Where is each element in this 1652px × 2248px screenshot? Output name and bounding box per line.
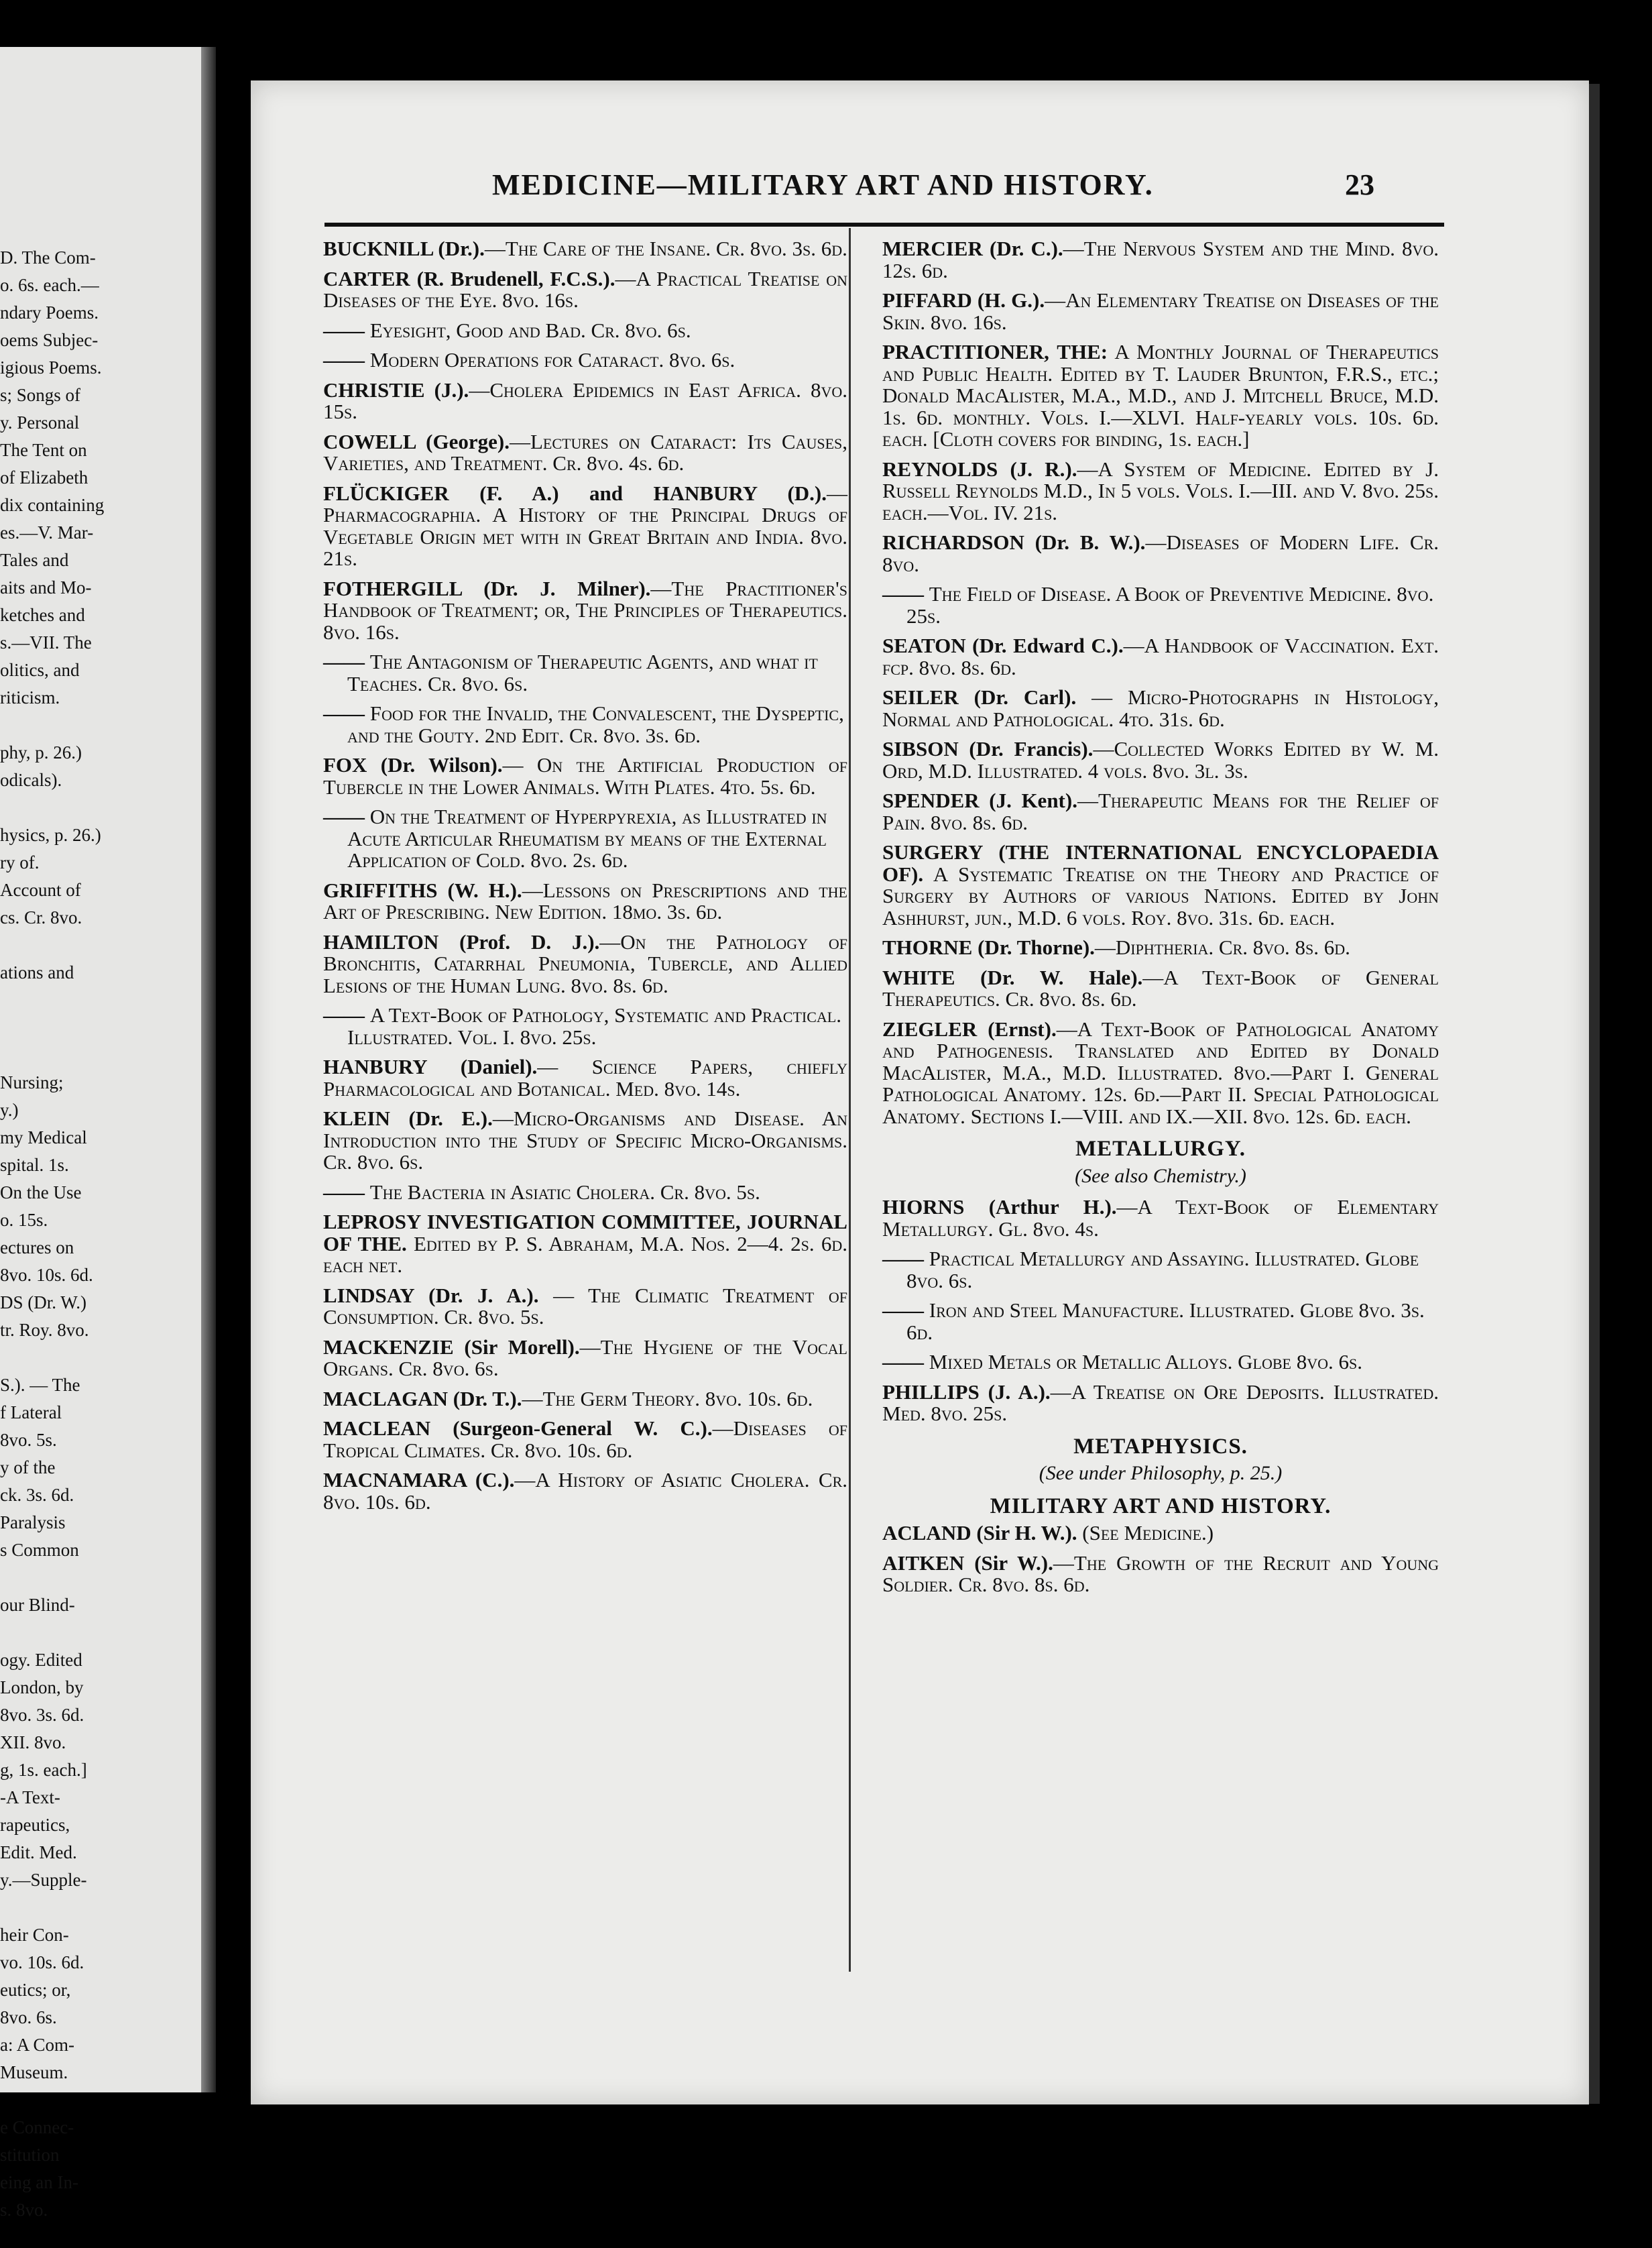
catalogue-entry: [882, 635, 1439, 679]
entry-author: BUCKNILL (Dr.).: [323, 237, 485, 260]
entry-author: HANBURY (Daniel).: [323, 1055, 538, 1078]
catalogue-sub-entry: [323, 806, 847, 872]
entry-author: SEILER (Dr. Carl).: [882, 685, 1077, 709]
entry-author: MACLEAN (Surgeon-General W. C.).: [323, 1416, 713, 1440]
entry-title: —Cholera Epidemics in East Africa. 8vo. 15s.: [323, 378, 847, 423]
catalogue-sub-entry: [323, 320, 847, 342]
sub-entry-title: Eyesight, Good and Bad. Cr. 8vo. 6s.: [369, 318, 691, 342]
header-rule: [324, 223, 1444, 227]
facing-page-line: ndary Poems.: [0, 302, 99, 323]
catalogue-entry: [882, 842, 1439, 929]
catalogue-entry: [323, 1108, 847, 1174]
facing-page-line: ations and: [0, 962, 74, 982]
ditto-dash: ——: [323, 701, 370, 725]
entry-title: —The Nervous System and the Mind. 8vo. 12s. 6d.: [882, 237, 1439, 282]
sub-entry-title: The Field of Disease. A Book of Preventive Medicine. 8vo. 25s.: [906, 582, 1434, 628]
right-column: [882, 238, 1439, 1604]
facing-page-line: DS (Dr. W.): [0, 1292, 87, 1312]
sub-entry-title: Modern Operations for Cataract. 8vo. 6s.: [369, 348, 735, 372]
section-heading-military: MILITARY ART AND HISTORY.: [990, 1494, 1332, 1518]
facing-page-line: spital. 1s.: [0, 1155, 69, 1175]
sub-entry-title: A Text-Book of Pathology, Systematic and Practical. Illustrated. Vol. I. 8vo. 25s.: [347, 1003, 841, 1049]
catalogue-sub-entry: [323, 1005, 847, 1048]
facing-page-line: 8vo. 5s.: [0, 1430, 57, 1450]
facing-page-line: our Blind-: [0, 1595, 75, 1615]
facing-page-line: igious Poems.: [0, 357, 102, 378]
catalogue-sub-entry: [882, 1351, 1439, 1373]
entry-author: ZIEGLER (Ernst).: [882, 1017, 1057, 1041]
catalogue-entry: [323, 1211, 847, 1277]
facing-page-line: y.—Supple-: [0, 1870, 87, 1890]
facing-page-line: y.): [0, 1100, 19, 1120]
facing-page-line: s. 8vo.: [0, 2200, 48, 2220]
facing-page-line: f Lateral: [0, 1402, 62, 1422]
catalogue-sub-entry: [323, 349, 847, 372]
catalogue-entry: [323, 1418, 847, 1461]
entry-title: —The Care of the Insane. Cr. 8vo. 3s. 6d.: [484, 237, 847, 260]
entry-author: MACKENZIE (Sir Morell).: [323, 1335, 580, 1359]
catalogue-entry: [882, 238, 1439, 282]
entry-title: —Diseases of Modern Life. Cr. 8vo.: [882, 530, 1439, 576]
catalogue-entry: [323, 1285, 847, 1329]
entry-author: KLEIN (Dr. E.).: [323, 1107, 493, 1130]
catalogue-entry: [323, 380, 847, 423]
facing-page-line: London, by: [0, 1677, 84, 1697]
facing-page-line: o. 6s. each.—: [0, 275, 99, 295]
entry-author: RICHARDSON (Dr. B. W.).: [882, 530, 1146, 554]
catalogue-entry: [882, 1019, 1439, 1128]
entry-author: WHITE (Dr. W. Hale).: [882, 965, 1143, 989]
facing-page-line: D. The Com-: [0, 247, 96, 268]
catalogue-entry: [882, 290, 1439, 333]
facing-page-line: olitics, and: [0, 660, 80, 680]
entry-author: LEPROSY INVESTIGATION COMMITTEE, JOURNAL OF THE.: [323, 1210, 847, 1255]
facing-page-line: e Connec-: [0, 2117, 74, 2137]
facing-page-line: 8vo. 3s. 6d.: [0, 1705, 84, 1725]
catalogue-entry: [882, 738, 1439, 782]
sub-entry-title: Food for the Invalid, the Convalescent, the Dyspeptic, and the Gouty. 2nd Edit. Cr. 8vo. 3s. 6d.: [347, 701, 844, 747]
entry-author: FOTHERGILL (Dr. J. Milner).: [323, 576, 651, 600]
catalogue-entry: [323, 1337, 847, 1380]
facing-page-line: s.—VII. The: [0, 632, 92, 653]
facing-page-line: aits and Mo-: [0, 577, 92, 598]
catalogue-entry: [882, 1382, 1439, 1425]
entry-author: ACLAND (Sir H. W.).: [882, 1521, 1077, 1544]
entry-author: FOX (Dr. Wilson).: [323, 753, 503, 777]
entry-title: —An Elementary Treatise on Diseases of the Skin. 8vo. 16s.: [882, 288, 1439, 334]
catalogue-entry: [882, 937, 1439, 959]
catalogue-entry: [323, 578, 847, 644]
sub-entry-title: The Bacteria in Asiatic Cholera. Cr. 8vo. 5s.: [369, 1180, 760, 1204]
entry-title: —The Hygiene of the Vocal Organs. Cr. 8vo. 6s.: [323, 1335, 847, 1380]
ditto-dash: ——: [323, 348, 370, 372]
facing-page-line: oems Subjec-: [0, 330, 99, 350]
facing-page-line: ogy. Edited: [0, 1650, 82, 1670]
sub-entry-title: The Antagonism of Therapeutic Agents, and what it Teaches. Cr. 8vo. 6s.: [347, 650, 818, 695]
catalogue-entry: [882, 1196, 1439, 1240]
entry-author: GRIFFITHS (W. H.).: [323, 878, 522, 902]
entry-author: SIBSON (Dr. Francis).: [882, 737, 1094, 761]
facing-page-line: of Elizabeth: [0, 467, 88, 488]
facing-page-line: y of the: [0, 1457, 56, 1477]
facing-page-line: heir Con-: [0, 1925, 69, 1945]
catalogue-sub-entry: [882, 1300, 1439, 1343]
ditto-dash: ——: [323, 318, 370, 342]
facing-page-line: g, 1s. each.]: [0, 1760, 87, 1780]
entry-title: —On the Pathology of Bronchitis, Catarrhal Pneumonia, Tubercle, and Allied Lesions of the Human Lung. 8vo. 8s. 6d.: [323, 930, 847, 997]
facing-page-line: XII. 8vo.: [0, 1732, 66, 1752]
facing-page-line: eing an In-: [0, 2172, 78, 2192]
catalogue-entry: [323, 483, 847, 570]
entry-title: —A Text-Book of General Therapeutics. Cr. 8vo. 8s. 6d.: [882, 965, 1439, 1011]
section-heading-metallurgy: METALLURGY.: [1075, 1137, 1246, 1161]
entry-title: —The Germ Theory. 8vo. 10s. 6d.: [522, 1386, 813, 1410]
facing-page-line: Account of: [0, 880, 81, 900]
catalogue-entry: [323, 880, 847, 923]
facing-page-line: On the Use: [0, 1182, 82, 1202]
facing-page-line: -A Text-: [0, 1787, 60, 1807]
catalogue-entry: [323, 238, 847, 260]
entry-author: PIFFARD (H. G.).: [882, 288, 1045, 312]
page-number: 23: [1345, 168, 1374, 201]
right-column-entries: [882, 238, 1439, 1127]
catalogue-entry: [882, 687, 1439, 730]
entry-author: CHRISTIE (J.).: [323, 378, 469, 402]
facing-page-line: es.—V. Mar-: [0, 522, 94, 543]
section-note-metaphysics: (See under Philosophy, p. 25.): [1039, 1462, 1283, 1484]
catalogue-entry: [882, 1522, 1439, 1544]
catalogue-sub-entry: [323, 1182, 847, 1204]
entry-author: SEATON (Dr. Edward C.).: [882, 634, 1124, 657]
facing-page-line: ectures on: [0, 1237, 74, 1257]
left-column: [323, 238, 847, 1521]
facing-page-line: The Tent on: [0, 440, 87, 460]
entry-title: (See Medicine.): [1077, 1521, 1214, 1544]
facing-page-line: stitution: [0, 2145, 60, 2165]
entry-title: — Micro-Photographs in Histology, Normal and Pathological. 4to. 31s. 6d.: [882, 685, 1439, 731]
entry-title: —Diphtheria. Cr. 8vo. 8s. 6d.: [1094, 936, 1350, 959]
entry-title: — The Climatic Treatment of Consumption. Cr. 8vo. 5s.: [323, 1283, 847, 1329]
ditto-dash: ——: [882, 1298, 929, 1322]
entry-title: —A Text-Book of Pathological Anatomy and Pathogenesis. Translated and Edited by Donald MacAlister, M.A., M.D. Illustrated. 8vo.—Part I. General Pathological Anatomy. 12s. 6d.—Part II. Special Pathological Anatomy. Sections I.—VIII. and IX.—XII. 8vo. 12s. 6d. each.: [882, 1017, 1439, 1128]
catalogue-entry: [323, 1388, 847, 1410]
facing-page-line: y. Personal: [0, 412, 80, 433]
entry-title: —A History of Asiatic Cholera. Cr. 8vo. 10s. 6d.: [323, 1468, 847, 1514]
entry-title: —The Practitioner's Handbook of Treatment; or, The Principles of Therapeutics. 8vo. 16s.: [323, 576, 847, 644]
sub-entry-title: Practical Metallurgy and Assaying. Illustrated. Globe 8vo. 6s.: [906, 1247, 1419, 1292]
entry-author: SURGERY (THE INTERNATIONAL ENCYCLOPAEDIA OF).: [882, 840, 1439, 886]
ditto-dash: ——: [323, 650, 370, 673]
ditto-dash: ——: [323, 1180, 370, 1204]
catalogue-entry: [882, 790, 1439, 834]
facing-page-line: phy, p. 26.): [0, 742, 82, 763]
page-edge-shadow: [1589, 84, 1600, 2104]
entry-author: PHILLIPS (J. A.).: [882, 1380, 1051, 1404]
catalogue-entry: [323, 1469, 847, 1513]
entry-title: —A Handbook of Vaccination. Ext. fcp. 8vo. 8s. 6d.: [882, 634, 1439, 679]
entry-author: MERCIER (Dr. C.).: [882, 237, 1063, 260]
entry-title: —Pharmacographia. A History of the Principal Drugs of Vegetable Origin met with in Great Britain and India. 8vo. 21s.: [323, 481, 847, 570]
metallurgy-entries: [882, 1196, 1439, 1425]
entry-author: HAMILTON (Prof. D. J.).: [323, 930, 600, 954]
entry-title: —Diseases of Tropical Climates. Cr. 8vo. 10s. 6d.: [323, 1416, 847, 1462]
entry-title: Edited by P. S. Abraham, M.A. Nos. 2—4. 2s. 6d. each net.: [323, 1231, 848, 1277]
sub-entry-title: On the Treatment of Hyperpyrexia, as Illustrated in Acute Articular Rheumatism by means of the External Application of Cold. 8vo. 2s. 6d.: [347, 805, 827, 872]
facing-page-line: my Medical: [0, 1127, 87, 1147]
catalogue-entry: [882, 967, 1439, 1011]
catalogue-entry: [882, 459, 1439, 524]
entry-title: —Lectures on Cataract: Its Causes, Varieties, and Treatment. Cr. 8vo. 4s. 6d.: [323, 429, 847, 475]
catalogue-entry: [323, 754, 847, 798]
facing-page-line: ry of.: [0, 852, 40, 873]
entry-author: CARTER (R. Brudenell, F.C.S.).: [323, 266, 615, 290]
ditto-dash: ——: [323, 805, 370, 828]
entry-author: FLÜCKIGER (F. A.) and HANBURY (D.).: [323, 481, 827, 505]
catalogue-entry: [323, 1056, 847, 1100]
column-divider: [849, 228, 851, 1972]
entry-title: —A Treatise on Ore Deposits. Illustrated. Med. 8vo. 25s.: [882, 1380, 1439, 1425]
facing-page-line: ck. 3s. 6d.: [0, 1485, 74, 1505]
catalogue-entry: [323, 268, 847, 312]
facing-page-line: hysics, p. 26.): [0, 825, 101, 845]
entry-author: PRACTITIONER, THE:: [882, 340, 1108, 363]
facing-page-fragment: [0, 47, 209, 2220]
entry-author: MACNAMARA (C.).: [323, 1468, 515, 1492]
entry-title: —The Growth of the Recruit and Young Soldier. Cr. 8vo. 8s. 6d.: [882, 1551, 1439, 1596]
catalogue-entry: [882, 1553, 1439, 1596]
catalogue-sub-entry: [323, 703, 847, 746]
entry-author: THORNE (Dr. Thorne).: [882, 936, 1095, 959]
entry-title: —Therapeutic Means for the Relief of Pain. 8vo. 8s. 6d.: [882, 789, 1439, 834]
entry-title: A Monthly Journal of Therapeutics and Public Health. Edited by T. Lauder Brunton, F.R.S., etc.; Donald MacAlister, M.A., M.D., and J. Mitchell Bruce, M.D. 1s. 6d. monthly. Vols. I.—XLVI. Half-yearly vols. 10s. 6d. each. [Cloth covers for binding, 1s. each.]: [882, 340, 1439, 451]
entry-title: —Micro-Organisms and Disease. An Introduction into the Study of Specific Micro-Organisms. Cr. 8vo. 6s.: [323, 1107, 847, 1174]
facing-page-line: o. 15s.: [0, 1210, 48, 1230]
entry-author: LINDSAY (Dr. J. A.).: [323, 1283, 539, 1307]
facing-page-line: Museum.: [0, 2062, 68, 2082]
entry-title: —A System of Medicine. Edited by J. Russell Reynolds M.D., In 5 vols. Vols. I.—III. and V. 8vo. 25s. each.—Vol. IV. 21s.: [882, 457, 1439, 524]
entry-title: —A Practical Treatise on Diseases of the Eye. 8vo. 16s.: [323, 266, 847, 312]
military-entries: [882, 1522, 1439, 1596]
facing-page-line: Paralysis: [0, 1512, 66, 1532]
facing-page-line: Nursing;: [0, 1072, 64, 1092]
entry-title: — Science Papers, chiefly Pharmacological and Botanical. Med. 8vo. 14s.: [323, 1055, 848, 1101]
catalogue-sub-entry: [882, 583, 1439, 627]
entry-author: REYNOLDS (J. R.).: [882, 457, 1077, 481]
ditto-dash: ——: [323, 1003, 370, 1027]
facing-page-line: rapeutics,: [0, 1815, 70, 1835]
catalogue-sub-entry: [882, 1248, 1439, 1292]
entry-title: A Systematic Treatise on the Theory and Practice of Surgery by Authors of various Nations. Edited by John Ashhurst, jun., M.D. 6 vols. Roy. 8vo. 31s. 6d. each.: [882, 862, 1439, 930]
facing-page-line: eutics; or,: [0, 1980, 71, 2000]
entry-author: HIORNS (Arthur H.).: [882, 1195, 1117, 1219]
facing-page-line: S.). — The: [0, 1375, 80, 1395]
facing-page-line: odicals).: [0, 770, 62, 790]
ditto-dash: ——: [882, 582, 929, 606]
section-heading-metaphysics: METAPHYSICS.: [1073, 1434, 1248, 1459]
catalogue-page: [251, 80, 1589, 2104]
facing-page-line: 8vo. 10s. 6d.: [0, 1265, 93, 1285]
facing-page-line: 8vo. 6s.: [0, 2007, 57, 2027]
facing-page-line: a: A Com-: [0, 2035, 75, 2055]
gutter-shadow: [201, 47, 216, 2092]
entry-title: — On the Artificial Production of Tubercle in the Lower Animals. With Plates. 4to. 5s. 6d.: [323, 753, 847, 799]
catalogue-entry: [882, 341, 1439, 451]
entry-title: —Collected Works Edited by W. M. Ord, M.D. Illustrated. 4 vols. 8vo. 3l. 3s.: [882, 737, 1439, 783]
entry-title: —Lessons on Prescriptions and the Art of Prescribing. New Edition. 18mo. 3s. 6d.: [323, 878, 847, 923]
catalogue-entry: [323, 932, 847, 997]
catalogue-sub-entry: [323, 651, 847, 695]
facing-page-line: riticism.: [0, 687, 60, 708]
entry-author: AITKEN (Sir W.).: [882, 1551, 1053, 1575]
catalogue-entry: [882, 532, 1439, 575]
facing-page-line: vo. 10s. 6d.: [0, 1952, 84, 1972]
facing-page-line: tr. Roy. 8vo.: [0, 1320, 89, 1340]
ditto-dash: ——: [882, 1247, 929, 1270]
section-note-metallurgy: (See also Chemistry.): [1075, 1164, 1246, 1187]
running-head: MEDICINE—MILITARY ART AND HISTORY.: [492, 168, 1154, 201]
facing-page-line: s; Songs of: [0, 385, 81, 405]
entry-title: —A Text-Book of Elementary Metallurgy. Gl. 8vo. 4s.: [882, 1195, 1439, 1241]
entry-author: COWELL (George).: [323, 429, 510, 453]
facing-page-line: cs. Cr. 8vo.: [0, 907, 82, 928]
sub-entry-title: Iron and Steel Manufacture. Illustrated. Globe 8vo. 3s. 6d.: [906, 1298, 1425, 1344]
facing-page-line: ketches and: [0, 605, 85, 625]
catalogue-entry: [323, 431, 847, 475]
entry-author: SPENDER (J. Kent).: [882, 789, 1077, 812]
entry-author: MACLAGAN (Dr. T.).: [323, 1386, 522, 1410]
sub-entry-title: Mixed Metals or Metallic Alloys. Globe 8vo. 6s.: [929, 1350, 1363, 1373]
facing-page-line: Tales and: [0, 550, 69, 570]
facing-page-line: Edit. Med.: [0, 1842, 77, 1862]
ditto-dash: ——: [882, 1350, 929, 1373]
facing-page-line: dix containing: [0, 495, 105, 515]
facing-page-line: s Common: [0, 1540, 79, 1560]
